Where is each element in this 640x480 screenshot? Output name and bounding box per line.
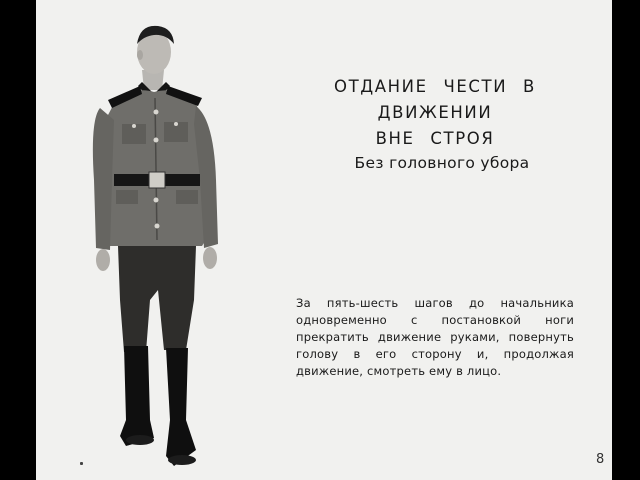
title-line-2: ВНЕ СТРОЯ <box>375 129 495 148</box>
belt-buckle <box>149 172 165 188</box>
soldier-button <box>154 138 159 143</box>
soldier-button <box>155 224 160 229</box>
soldier-button <box>154 110 159 115</box>
film-speck <box>80 462 83 465</box>
soldier-boot-left <box>120 346 154 446</box>
slide-subtitle: Без головного убора <box>354 154 530 172</box>
instruction-text: За пять-шесть шагов до начальника одновременно с постановкой ноги прекратить движение руками, повернуть голову в его сторону и, продолжая движение, смотреть ему в лицо. <box>296 296 574 378</box>
soldier-button <box>154 198 159 203</box>
filmstrip-frame <box>36 0 612 480</box>
title-line-1: ОТДАНИЕ ЧЕСТИ В ДВИЖЕНИИ <box>334 77 536 122</box>
page-number: 8 <box>596 452 605 467</box>
soldier-boot-right <box>166 348 196 466</box>
soldier-hand-right <box>203 247 217 269</box>
soldier-hand-left <box>96 249 110 271</box>
slide-title <box>272 74 598 152</box>
soldier-photo <box>36 0 256 480</box>
soldier-trousers <box>118 246 196 352</box>
